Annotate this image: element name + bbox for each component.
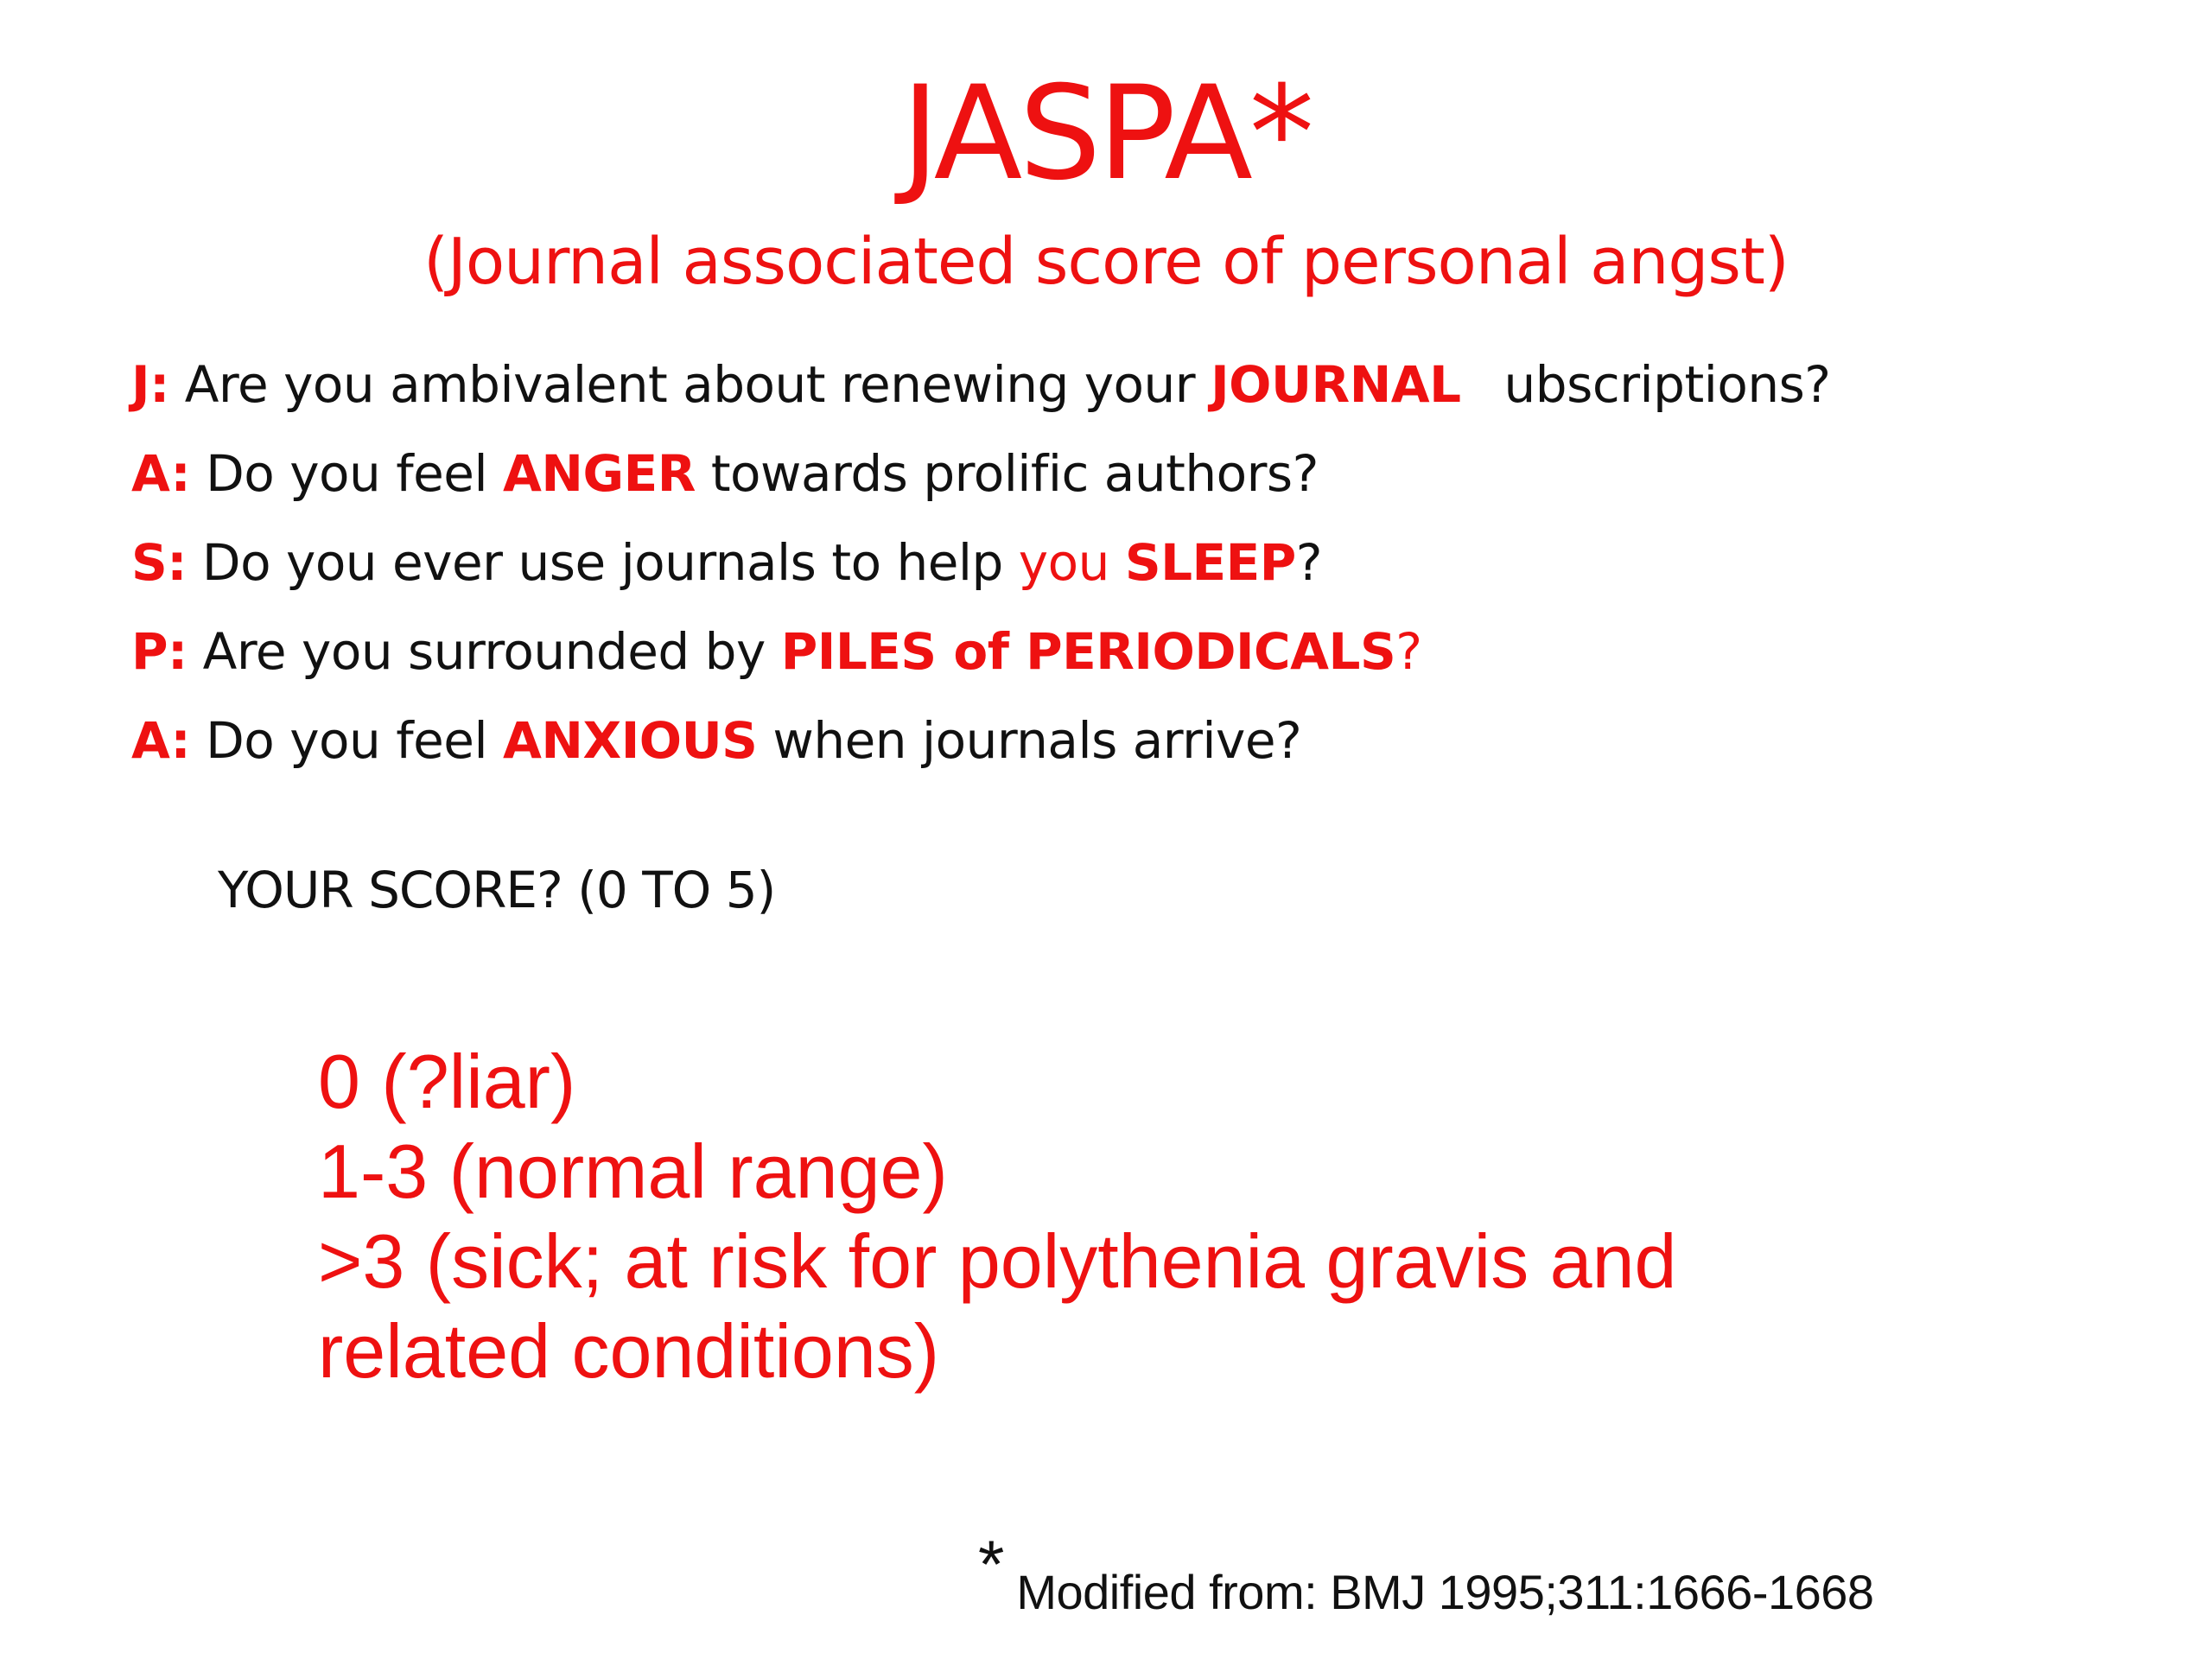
score-range-item: 0 (?liar) (318, 1039, 576, 1124)
question-a1 (131, 439, 2119, 528)
question-text: Are you surrounded by (202, 622, 766, 681)
question-keyword: PILES of PERIODICALS (780, 622, 1396, 681)
question-text: Are you ambivalent about renewing your (184, 355, 1196, 414)
question-text: Do you ever use journals to help (201, 533, 1003, 592)
question-text-end: towards prolific authors? (710, 444, 1319, 503)
question-text-end: ubscriptions? (1503, 355, 1831, 414)
slide-title: JASPA* (901, 59, 1311, 209)
question-list (131, 350, 2119, 795)
score-range-item: 1-3 (normal range) (318, 1128, 948, 1214)
question-s (131, 528, 2119, 617)
question-text: Do you feel (206, 711, 488, 770)
slide-subtitle: (Journal associated score of personal angst) (423, 225, 1789, 299)
footnote-text: Modified from: BMJ 1995;311:1666-1668 (1016, 1565, 1874, 1619)
question-j (131, 350, 2119, 439)
question-letter: A: (131, 444, 191, 503)
question-p (131, 617, 2119, 706)
score-ranges (318, 1037, 1676, 1396)
question-text-end: ? (1295, 533, 1323, 592)
score-prompt: YOUR SCORE? (0 TO 5) (218, 861, 776, 919)
question-text-end: ? (1395, 622, 1422, 681)
question-keyword: ANGER (503, 444, 696, 503)
question-text-end: when journals arrive? (772, 711, 1302, 770)
question-keyword: SLEEP (1124, 533, 1296, 592)
question-text: Do you feel (206, 444, 488, 503)
score-range-item: >3 (sick; at risk for polythenia gravis and (318, 1218, 1677, 1304)
question-letter: A: (131, 711, 191, 770)
question-red-word: you (1018, 533, 1109, 592)
footnote (978, 1526, 1874, 1620)
question-keyword: ANXIOUS (503, 711, 758, 770)
question-a2 (131, 706, 2119, 795)
footnote-marker: * (978, 1526, 1005, 1602)
question-keyword: JOURNAL (1211, 355, 1461, 414)
question-letter: P: (131, 622, 188, 681)
question-letter: S: (131, 533, 187, 592)
score-range-item: related conditions) (318, 1308, 940, 1394)
question-letter: J: (131, 355, 169, 414)
